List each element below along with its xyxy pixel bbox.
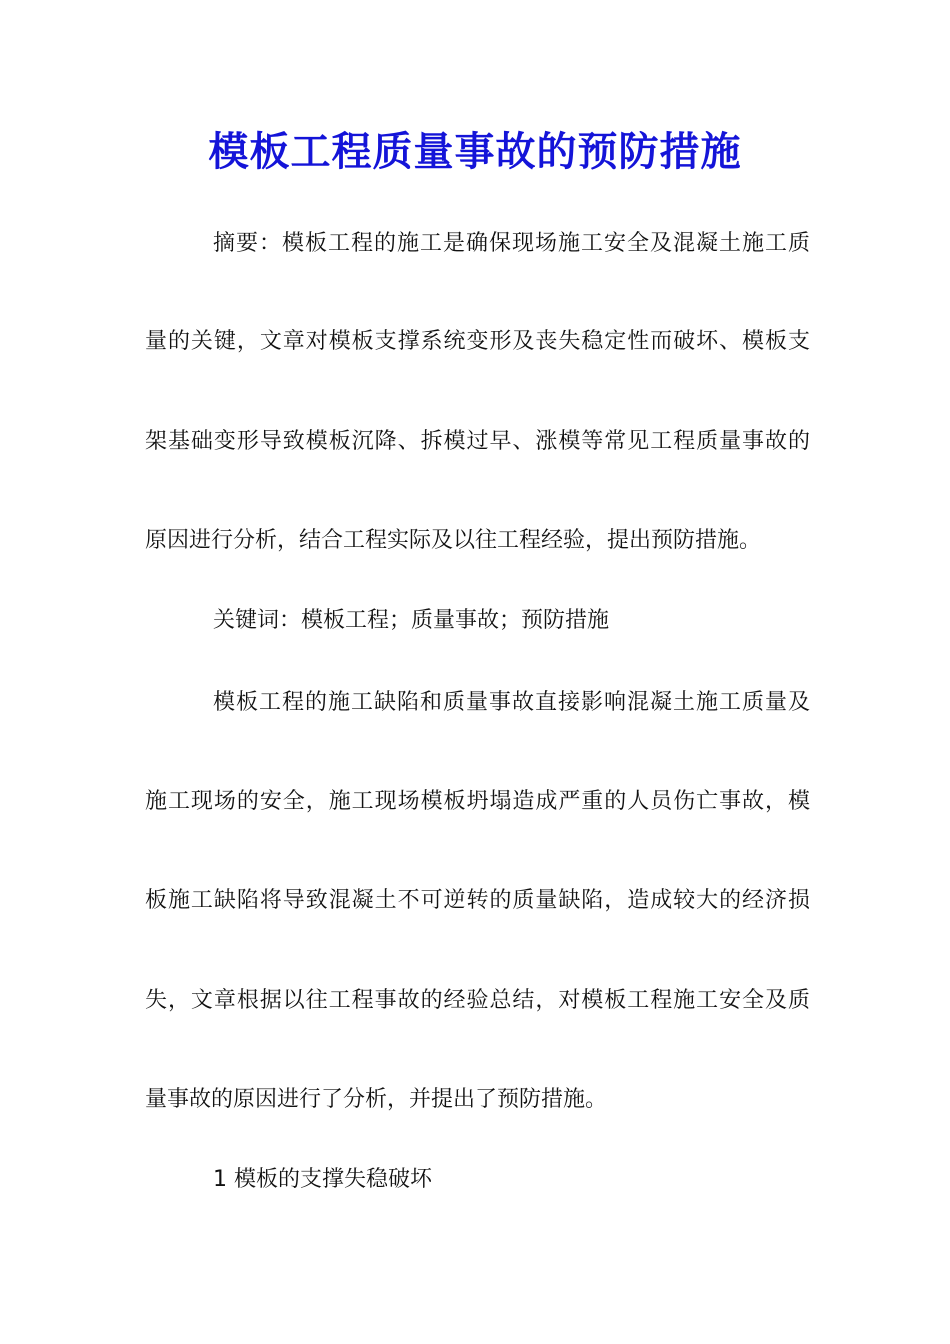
intro-line-1: 模板工程的施工缺陷和质量事故直接影响混凝土施工质量及 (213, 690, 810, 715)
intro-line-4: 失，文章根据以往工程事故的经验总结，对模板工程施工安全及质 (145, 988, 810, 1013)
document-title: 模板工程质量事故的预防措施 (208, 128, 742, 175)
intro-line-3: 板施工缺陷将导致混凝土不可逆转的质量缺陷，造成较大的经济损 (145, 888, 810, 913)
intro-line-2: 施工现场的安全，施工现场模板坍塌造成严重的人员伤亡事故，模 (145, 789, 810, 814)
keywords-line: 关键词：模板工程；质量事故；预防措施 (213, 608, 610, 633)
intro-line-5: 量事故的原因进行了分析，并提出了预防措施。 (145, 1087, 608, 1112)
abstract-line-2: 量的关键，文章对模板支撑系统变形及丧失稳定性而破坏、模板支 (145, 329, 810, 354)
abstract-line-3: 架基础变形导致模板沉降、拆模过早、涨模等常见工程质量事故的 (145, 429, 810, 454)
abstract-line-1: 摘要：模板工程的施工是确保现场施工安全及混凝土施工质 (213, 231, 810, 256)
section-heading: 1 模板的支撑失稳破坏 (213, 1167, 432, 1192)
abstract-line-4: 原因进行分析，结合工程实际及以往工程经验，提出预防措施。 (145, 528, 762, 553)
